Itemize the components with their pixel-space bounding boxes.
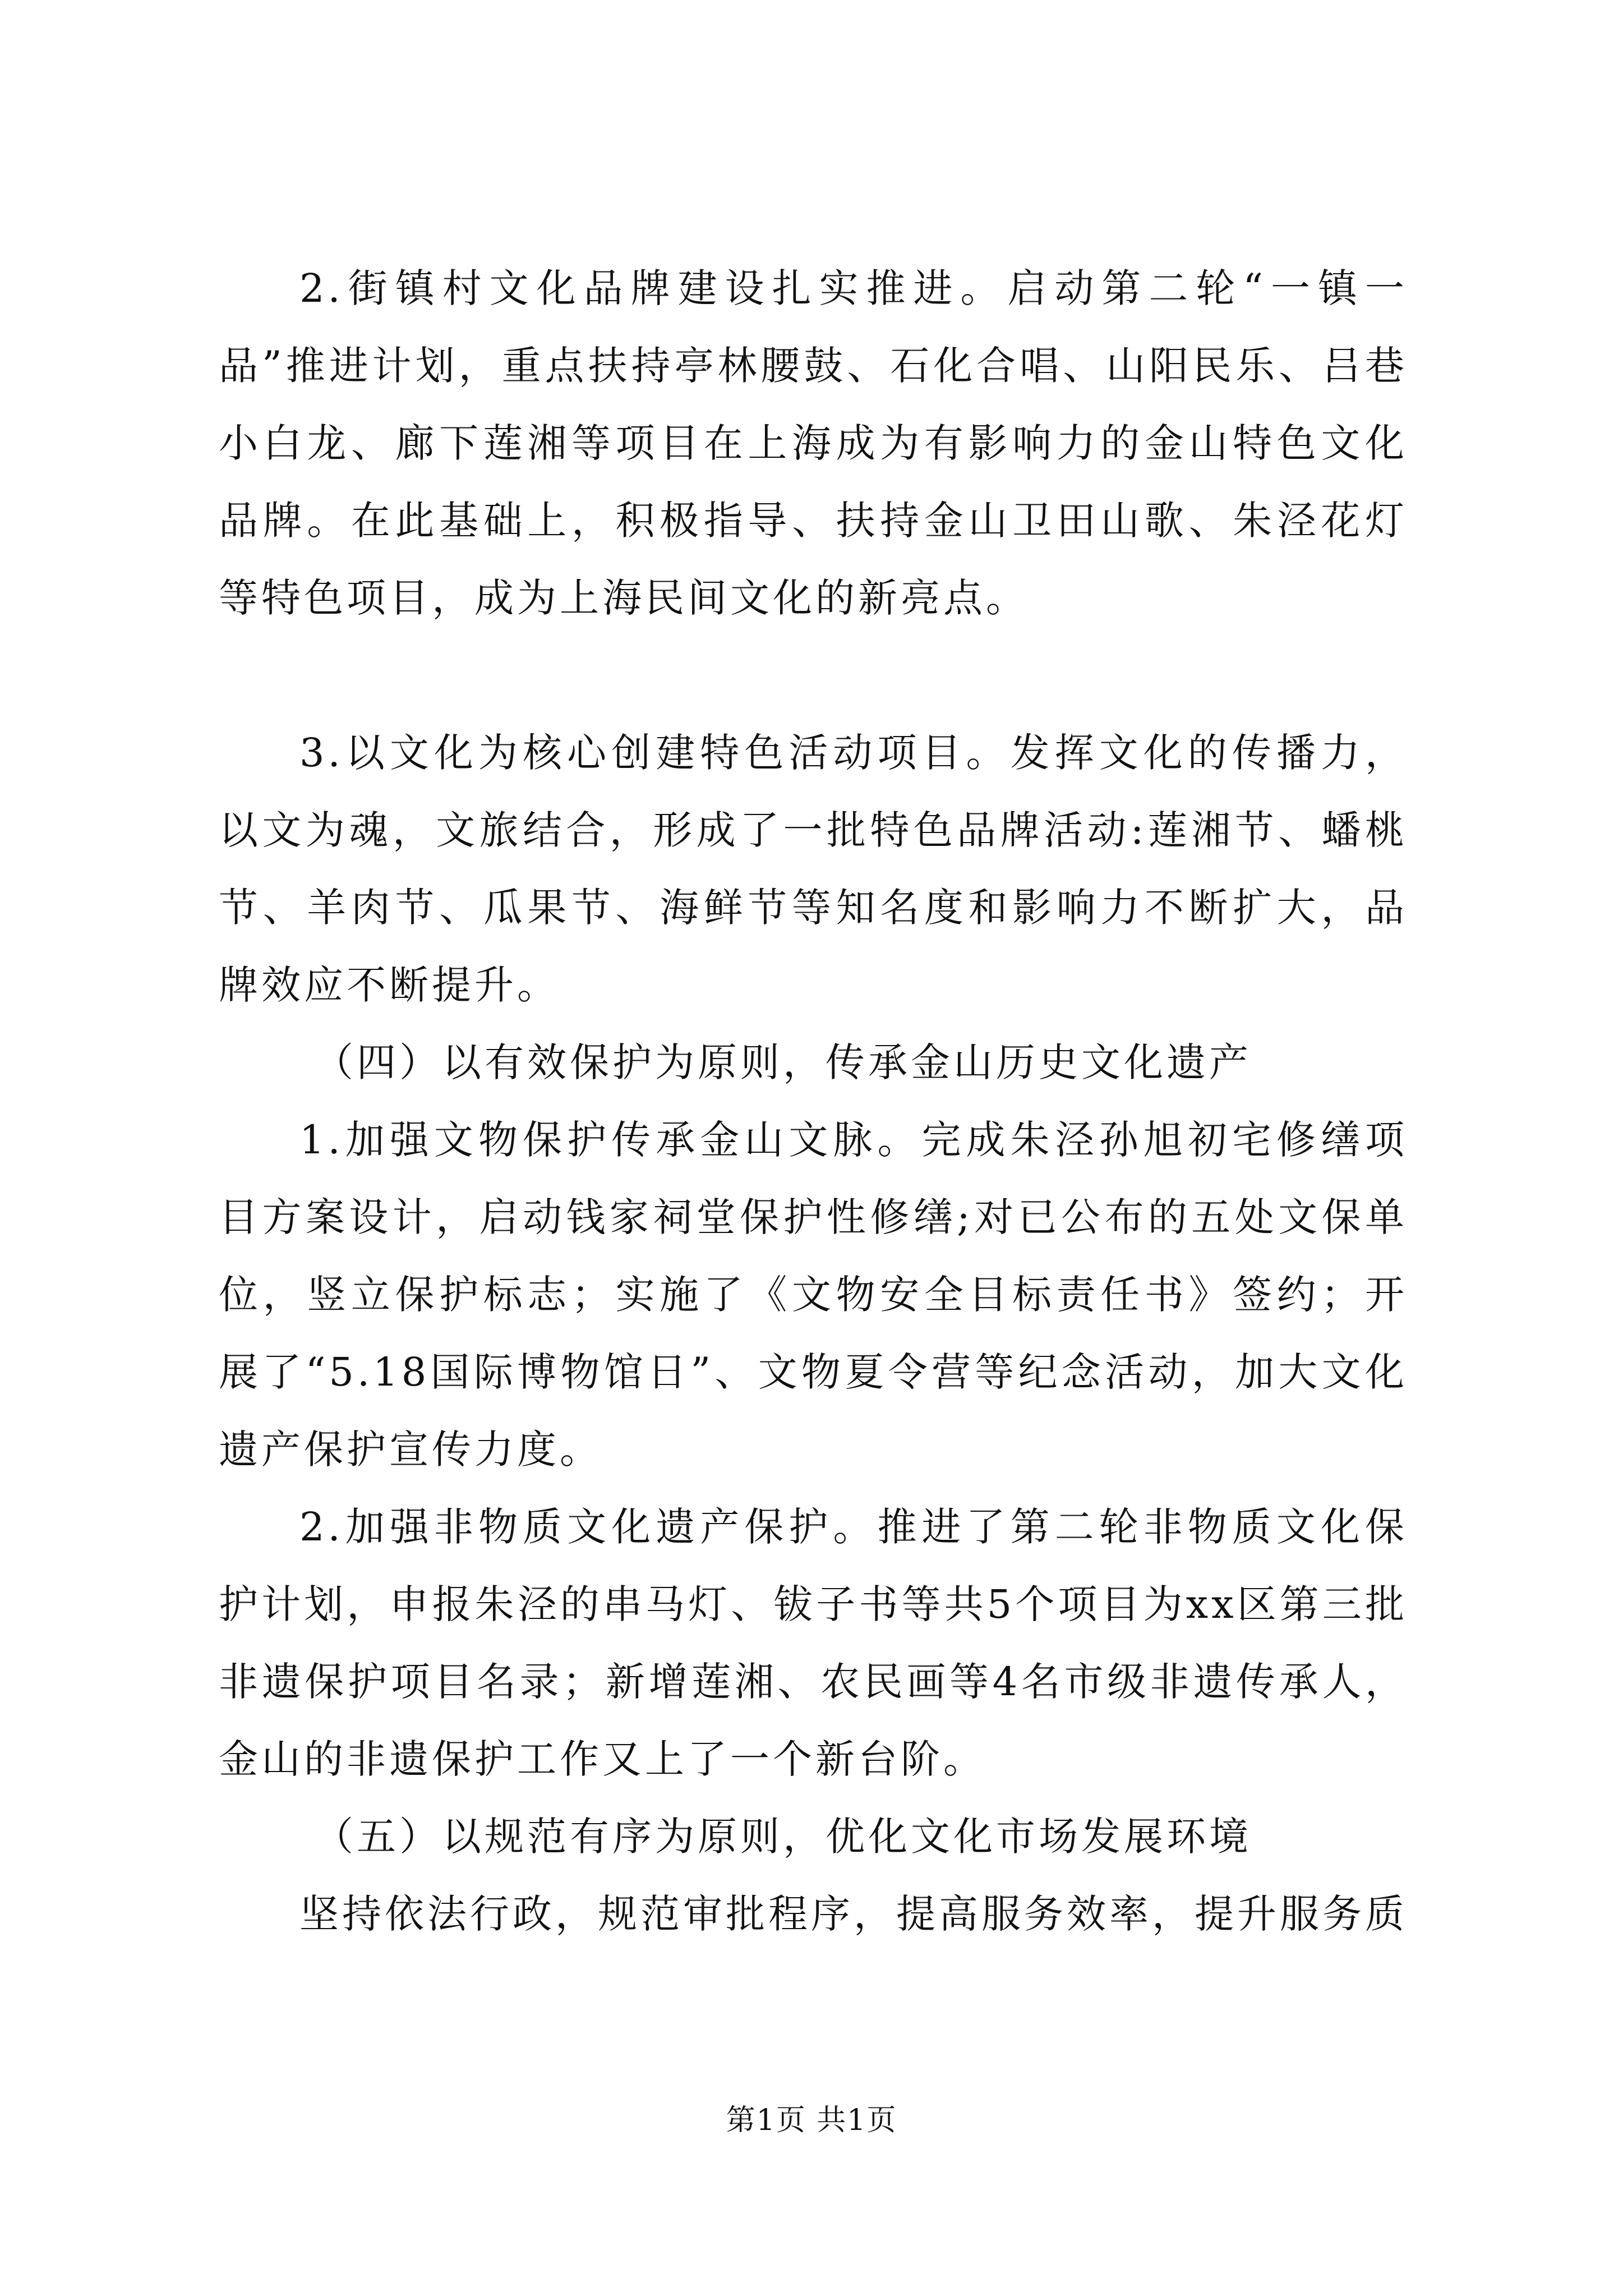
paragraph-market-regulation: 坚持依法行政，规范审批程序，提高服务效率，提升服务质	[299, 1891, 1408, 1937]
section-heading-five: （五）以规范有序为原则，优化文化市场发展环境	[314, 1814, 1252, 1860]
paragraph-intangible-heritage: 2.加强非物质文化遗产保护。推进了第二轮非物质文化保护计划，申报朱泾的串马灯、钹子书等共5个项目为xx区第三批非遗保护项目名录；新增莲湘、农民画等4名市级非遗传承人，金山的非遗保护工作又上了一个新台阶。	[219, 1504, 1408, 1782]
paragraph-featured-activities: 3.以文化为核心创建特色活动项目。发挥文化的传播力，以文为魂，文旅结合，形成了一批特色品牌活动:莲湘节、蟠桃节、羊肉节、瓜果节、海鲜节等知名度和影响力不断扩大，品牌效应不断提升。	[219, 730, 1408, 1008]
page-footer: 第1页 共1页	[726, 2104, 897, 2137]
paragraph-brand-building: 2.街镇村文化品牌建设扎实推进。启动第二轮“一镇一品”推进计划，重点扶持亭林腰鼓、石化合唱、山阳民乐、吕巷小白龙、廊下莲湘等项目在上海成为有影响力的金山特色文化品牌。在此基础上，积极指导、扶持金山卫田山歌、朱泾花灯等特色项目，成为上海民间文化的新亮点。	[219, 265, 1408, 621]
paragraph-cultural-relics: 1.加强文物保护传承金山文脉。完成朱泾孙旭初宅修缮项目方案设计，启动钱家祠堂保护性修缮;对已公布的五处文保单位，竖立保护标志；实施了《文物安全目标责任书》签约；开展了“5.18国际博物馆日”、文物夏令营等纪念活动，加大文化遗产保护宣传力度。	[219, 1117, 1408, 1473]
section-heading-four: （四）以有效保护为原则，传承金山历史文化遗产	[314, 1039, 1252, 1085]
